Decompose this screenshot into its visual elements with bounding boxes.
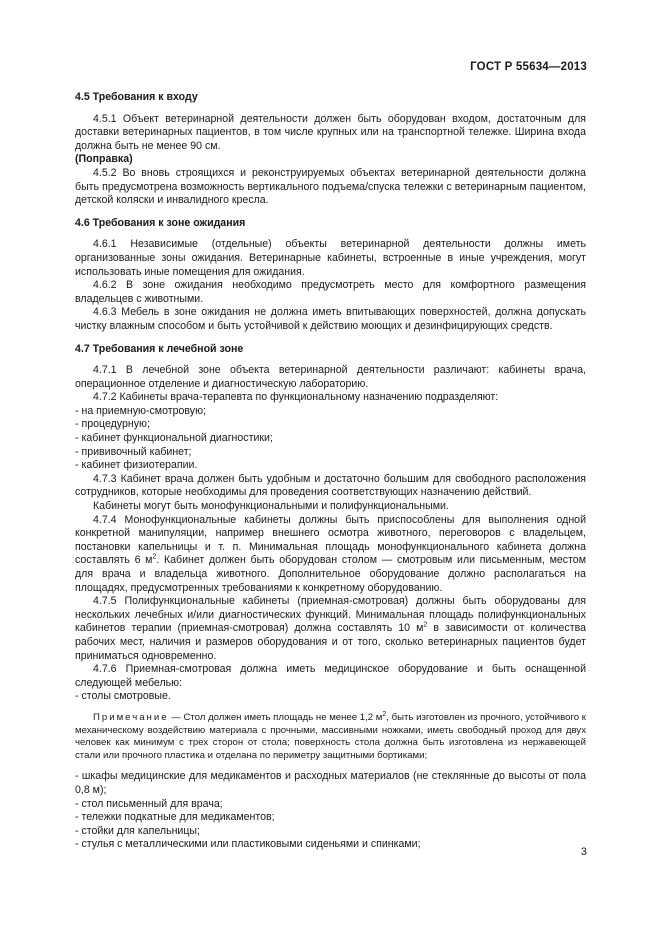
list-item: - стулья с металлическими или пластиковыми сиденьями и спинками; <box>75 838 421 851</box>
paragraph-4-7-2: 4.7.2 Кабинеты врача-терапевта по функциональному назначению подразделяют: <box>93 391 499 404</box>
list-item: - процедурную; <box>75 418 150 431</box>
paragraph-4-7-3-b: Кабинеты могут быть монофункциональными и полифункциональными. <box>93 500 449 513</box>
amendment-label: (Поправка) <box>75 153 133 166</box>
document-body <box>75 91 586 852</box>
section-4-6-title: 4.6 Требования к зоне ожидания <box>75 216 246 229</box>
list-item: - тележки подкатные для медикаментов; <box>75 811 275 824</box>
note-label: Примечание <box>93 711 169 723</box>
paragraph-4-7-3: 4.7.3 Кабинет врача должен быть удобным и достаточно большим для свободного расположения сотрудников, которые необходимы для проведения соответствующих назначению действий. <box>75 472 586 499</box>
paragraph-4-7-6: 4.7.6 Приемная-смотровая должна иметь медицинское оборудование и быть оснащенной следующей мебелью: <box>75 663 586 689</box>
section-4-7-title: 4.7 Требования к лечебной зоне <box>75 342 244 355</box>
list-item: - прививочный кабинет; <box>75 445 192 458</box>
paragraph-4-7-4: 4.7.4 Монофункциональные кабинеты должны быть приспособлены для выполнения одной конкретной манипуляции, например внешнего осмотра животного, переговоров с владельцем, постановки капельницы и т. п. Минимальная площадь монофункционального кабинета должна составлять 6 $м^2$. Кабинет должен быть оборудован столом — смотровым или письменным, местом для врача и владельца животного. Дополнительное оборудование должно располагаться на площадях, предусмотренных требованиями к конкретному оборудованию. <box>75 513 586 594</box>
list-item: - кабинет функциональной диагностики; <box>75 432 273 445</box>
section-4-5-title: 4.5 Требования к входу <box>75 91 198 103</box>
list-item: - кабинет физиотерапии. <box>75 459 198 472</box>
paragraph-4-7-5: 4.7.5 Полифункциональные кабинеты (приемная-смотровая) должны быть оборудованы для нескольких лечебных и/или диагностических функций. Минимальная площадь полифункциональных кабинетов терапии (приемная-смотровая) должна составлять 10 $м^2$ в зависимости от количества рабочих мест, наличия и размеров оборудования и от того, сколько ветеринарных пациентов будет приниматься одновременно. <box>75 595 586 662</box>
list-item: - стол письменный для врача; <box>75 797 223 810</box>
note-paragraph: Примечание — Стол должен иметь площадь не менее 1,2 $м^2$, быть изготовлен из прочного, устойчивого к механическому воздействию материала с прочными, массивными ножками, иметь свободный проход для двух человек как минимум с трех сторон от стола; поверхность стола должна быть изготовлена из нержавеющей стали или прочного пластика и отделана по периметру защитными бортиками; <box>75 710 586 761</box>
paragraph-4-5-1: 4.5.1 Объект ветеринарной деятельности должен быть оборудован входом, достаточным для доставки ветеринарных пациентов, в том числе крупных или на транспортной тележке. Ширина входа должна быть не менее 90 см. <box>75 112 586 152</box>
list-item: - шкафы медицинские для медикаментов и расходных материалов (не стеклянные до высоты от пола 0,8 м); <box>75 770 586 796</box>
paragraph-4-5-2: 4.5.2 Во вновь строящихся и реконструируемых объектах ветеринарной деятельности должна быть предусмотрена возможность вертикального подъема/спуска тележки с ветеринарным пациентом, детской коляски и инвалидного кресла. <box>75 166 586 207</box>
paragraph-4-7-1: 4.7.1 В лечебной зоне объекта ветеринарной деятельности различают: кабинеты врача, операционное отделение и диагностическую лабораторию. <box>75 364 586 390</box>
list-item: - на приемную-смотровую; <box>75 404 206 417</box>
page-number: 3 <box>580 846 587 858</box>
paragraph-4-6-1: 4.6.1 Независимые (отдельные) объекты ветеринарной деятельности должны иметь организованные зоны ожидания. Ветеринарные кабинеты, встроенные в иные учреждения, могут использовать иные помещения для ожидания. <box>75 238 586 278</box>
list-item: - стойки для капельницы; <box>75 824 200 837</box>
document-header: ГОСТ Р 55634—2013 <box>470 61 587 73</box>
paragraph-4-6-3: 4.6.3 Мебель в зоне ожидания не должна иметь впитывающих поверхностей, должна допускать чистку влажным способом и быть устойчивой к действию моющих и дезинфицирующих средств. <box>75 306 586 332</box>
list-item: - столы смотровые. <box>75 690 171 703</box>
paragraph-4-6-2: 4.6.2 В зоне ожидания необходимо предусмотреть место для комфортного размещения владельцев с животными. <box>75 279 586 305</box>
